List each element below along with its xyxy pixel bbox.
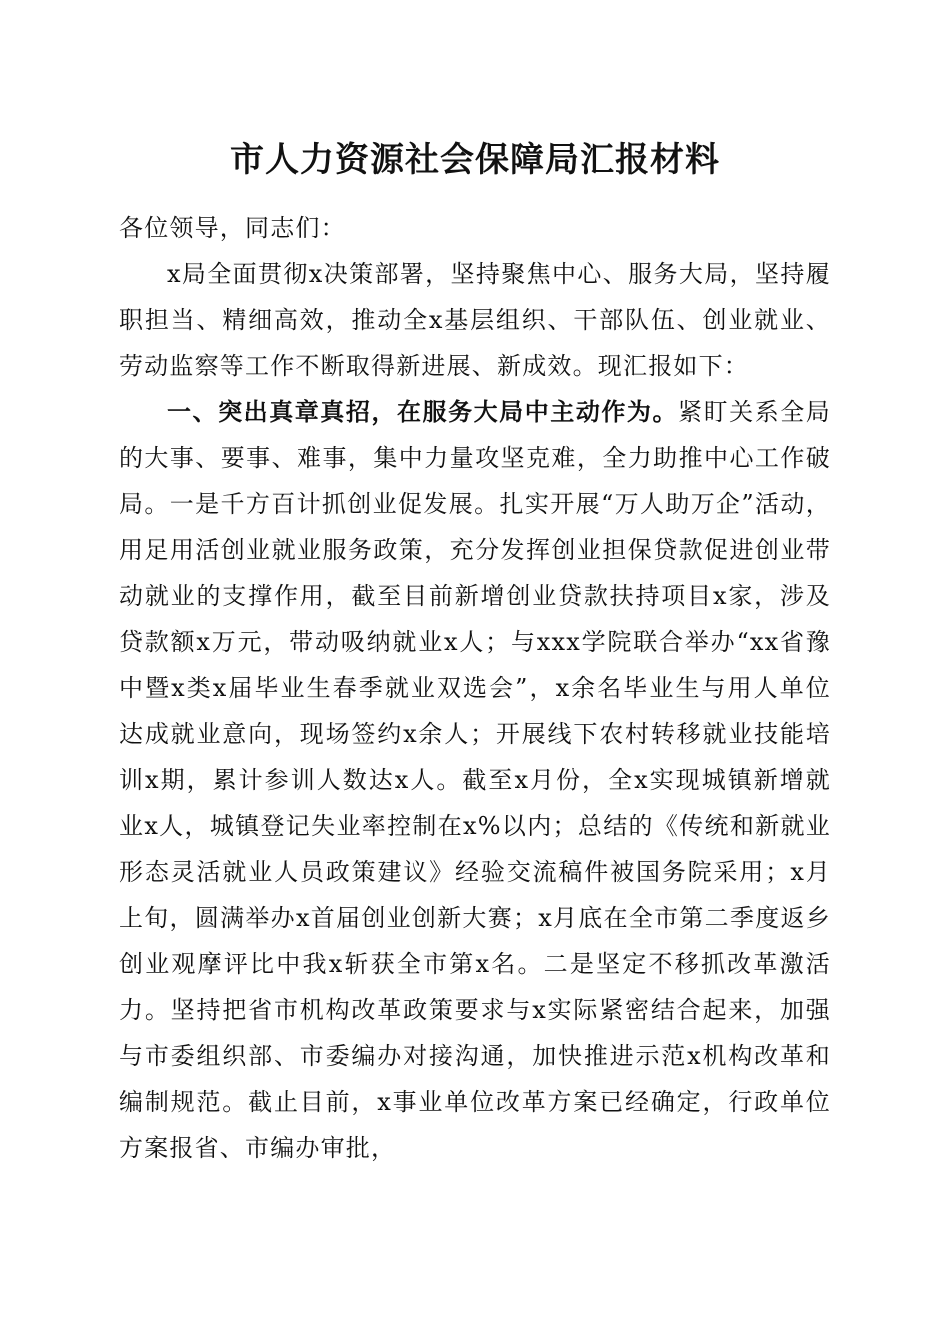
document-title: 市人力资源社会保障局汇报材料: [230, 140, 720, 180]
section-1-paragraph: [119, 389, 831, 1171]
section-1-heading: 一、突出真章真招，在服务大局中主动作为。: [167, 397, 679, 426]
salutation: 各位领导，同志们：: [119, 214, 346, 242]
section-1-text: 紧盯关系全局的大事、要事、难事，集中力量攻坚克难，全力助推中心工作破局。一是千方百计抓创业促发展。扎实开展“万人助万企”活动，用足用活创业就业服务政策，充分发挥创业担保贷款促进创业带动就业的支撑作用，截至目前新增创业贷款扶持项目x家，涉及贷款额x万元，带动吸纳就业x人；与xxx学院联合举办“xx省豫中暨x类x届毕业生春季就业双选会”，x余名毕业生与用人单位达成就业意向，现场签约x余人；开展线下农村转移就业技能培训x期，累计参训人数达x人。截至x月份，全x实现城镇新增就业x人，城镇登记失业率控制在x%以内；总结的《传统和新就业形态灵活就业人员政策建议》经验交流稿件被国务院采用；x月上旬，圆满举办x首届创业创新大赛；x月底在全市第二季度返乡创业观摩评比中我x斩获全市第x名。二是坚定不移抓改革激活力。坚持把省市机构改革政策要求与x实际紧密结合起来，加强与市委组织部、市委编办对接沟通，加快推进示范x机构改革和编制规范。截止目前，x事业单位改革方案已经确定，行政单位方案报省、市编办审批，: [119, 398, 832, 1162]
intro-paragraph: x局全面贯彻x决策部署，坚持聚焦中心、服务大局，坚持履职担当、精细高效，推动全x基层组织、干部队伍、创业就业、劳动监察等工作不断取得新进展、新成效。现汇报如下：: [119, 260, 831, 380]
document-body: [119, 205, 831, 1171]
